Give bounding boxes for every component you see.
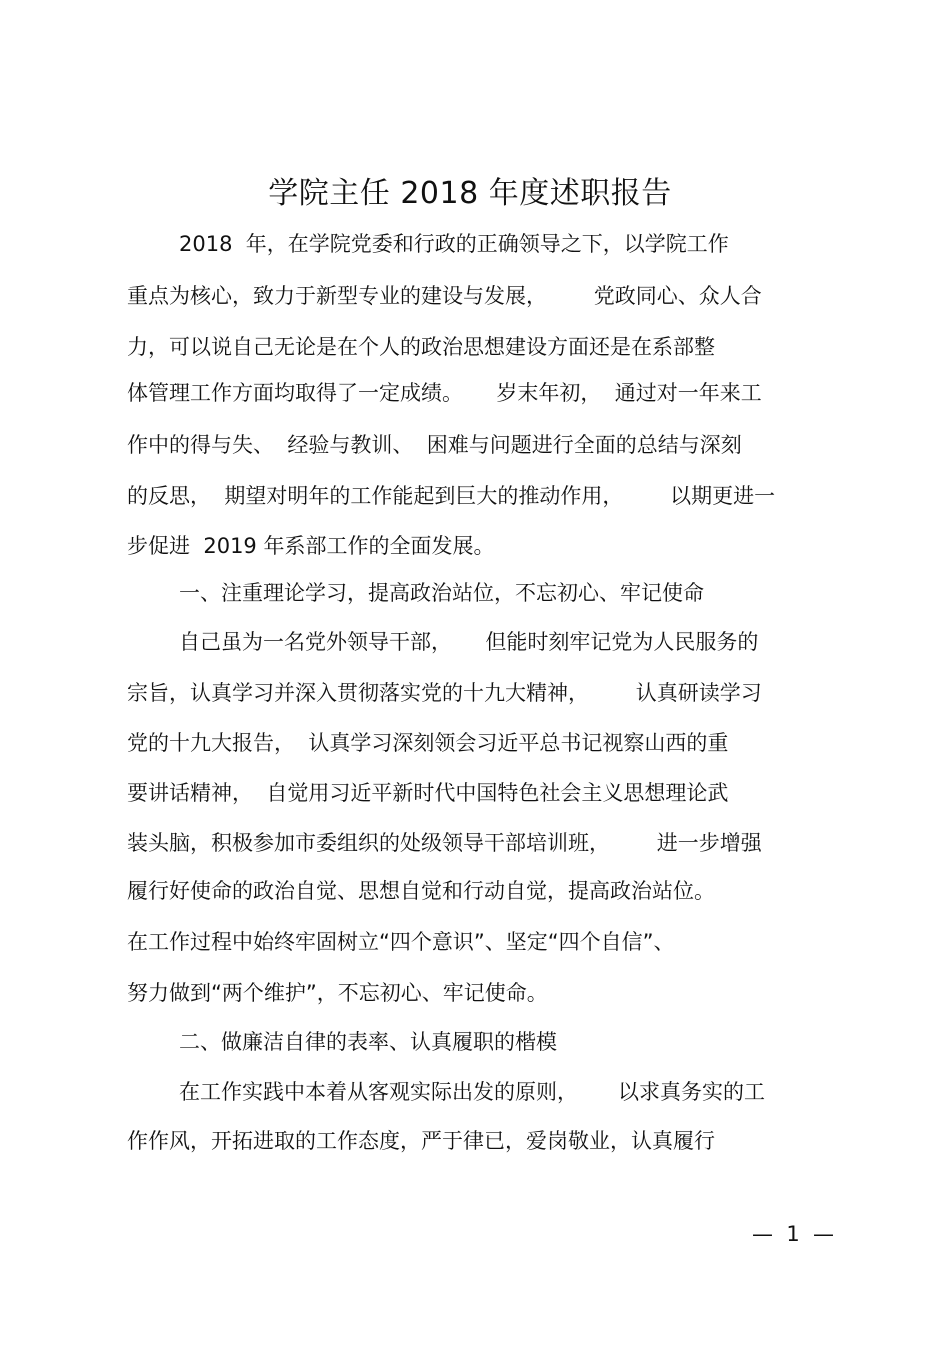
paragraph-line: 宗旨，认真学习并深入贯彻落实党的十九大精神， 认真研读学习 — [127, 681, 762, 705]
paragraph-line: 体管理工作方面均取得了一定成绩。 岁末年初， 通过对一年来工 — [127, 381, 762, 405]
paragraph-line: 重点为核心，致力于新型专业的建设与发展， 党政同心、众人合 — [127, 284, 762, 308]
paragraph-line: 在工作过程中始终牢固树立“四个意识”、坚定“四个自信”、 — [127, 930, 675, 954]
section-heading-1: 一、注重理论学习，提高政治站位，不忘初心、牢记使命 — [179, 581, 704, 605]
paragraph-line: 的反思， 期望对明年的工作能起到巨大的推动作用， 以期更进一 — [127, 484, 776, 508]
paragraph-line: 努力做到“两个维护”，不忘初心、牢记使命。 — [127, 981, 548, 1005]
paragraph-line: 自己虽为一名党外领导干部， 但能时刻牢记党为人民服务的 — [179, 630, 759, 654]
paragraph-line: 在工作实践中本着从客观实际出发的原则， 以求真务实的工 — [179, 1080, 766, 1104]
paragraph-line: 履行好使命的政治自觉、思想自觉和行动自觉，提高政治站位。 — [127, 879, 715, 903]
paragraph-line: 党的十九大报告， 认真学习深刻领会习近平总书记视察山西的重 — [127, 731, 729, 755]
report-title: 学院主任 2018 年度述职报告 — [268, 176, 672, 211]
paragraph-line: 装头脑，积极参加市委组织的处级领导干部培训班， 进一步增强 — [127, 831, 762, 855]
paragraph-line: 步促进 2019 年系部工作的全面发展。 — [127, 534, 495, 558]
paragraph-line: 力，可以说自己无论是在个人的政治思想建设方面还是在系部整 — [127, 335, 715, 359]
paragraph-line: 作中的得与失、 经验与教训、 困难与问题进行全面的总结与深刻 — [127, 433, 742, 457]
paragraph-line: 2018 年，在学院党委和行政的正确领导之下，以学院工作 — [179, 232, 729, 256]
page-number: — 1 — — [752, 1222, 835, 1246]
section-heading-2: 二、做廉洁自律的表率、认真履职的楷模 — [179, 1030, 557, 1054]
paragraph-line: 作作风，开拓进取的工作态度，严于律已，爱岗敬业，认真履行 — [127, 1129, 715, 1153]
paragraph-line: 要讲话精神， 自觉用习近平新时代中国特色社会主义思想理论武 — [127, 781, 729, 805]
